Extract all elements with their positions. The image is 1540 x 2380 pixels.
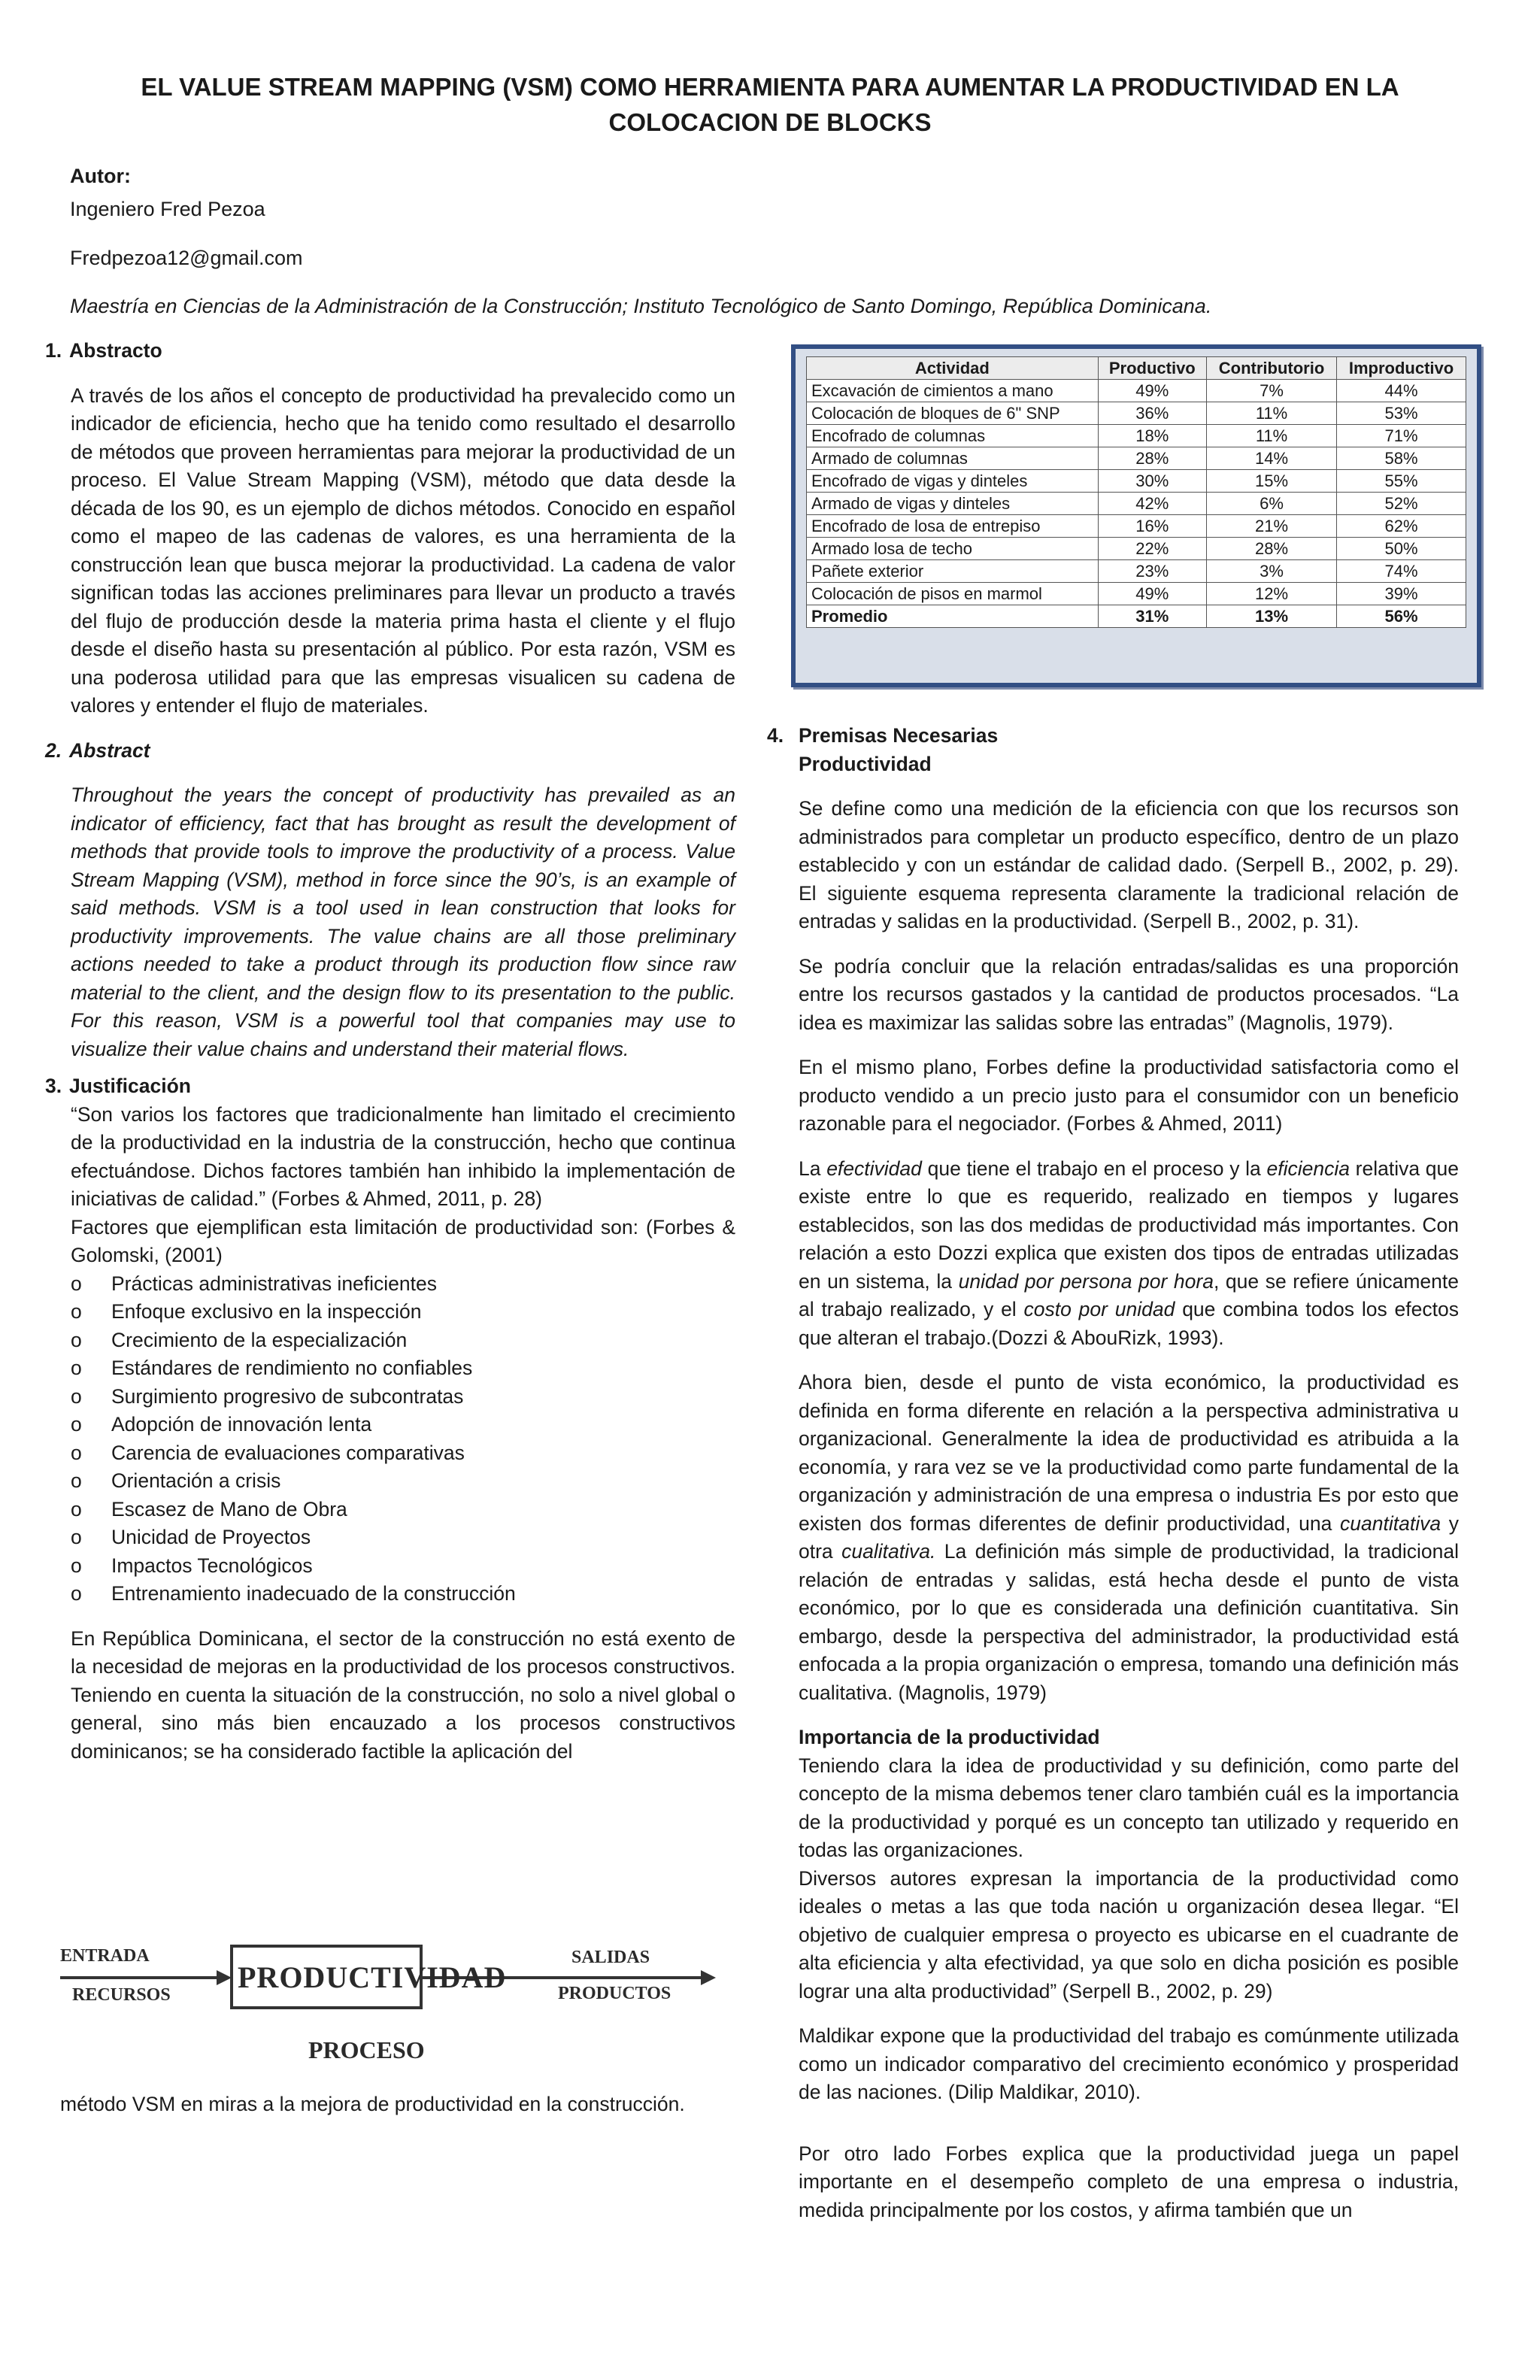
author-name: Ingeniero Fred Pezoa (70, 198, 265, 220)
premisas-paragraph-5: Ahora bien, desde el punto de vista económico, la productividad es definida en forma diferente en relación a la perspectiva administrativa u organizacional. Generalmente la idea de productividad es atribuida a la economía, y rara vez se ve la productividad como parte fundamental de la organización y administración de una empresa o industria Es por esto que existen dos formas diferentes de definir productividad, una cuantitativa y otra cualitativa. La definición más simple de productividad, la tradicional relación de entradas y salidas, está hecha desde el punto de vista económico, por lo que es considerada una definición cuantitativa. Sin embargo, desde la perspectiva del administrador, la productividad está enfocada a la propia organización o empresa, tomando una definición más cualitativa. (Magnolis, 1979) (799, 1371, 1459, 1704)
abstract-text: Throughout the years the concept of productivity has prevailed as an indicator of efficiency, fact that has brought as result the development of methods that provide tools to improve the productivity of a process. Value Stream Mapping (VSM), method in force since the 90’s, is an example of said methods. VSM is a tool used in lean construction that looks for productivity improvements. The value chains are all those preliminary actions needed to take a product through its production flow since raw material to the client, and the design flow to its presentation to the public. For this reason, VSM is a powerful tool that companies may use to visualize their value chains and understand their material flows. (71, 784, 735, 1060)
productividad-label: PRODUCTIVIDAD (238, 1960, 507, 1994)
table-row: Armado de vigas y dinteles 42% 6% 52% (807, 493, 1466, 515)
paper-title: EL VALUE STREAM MAPPING (VSM) COMO HERRAMIENTA PARA AUMENTAR LA PRODUCTIVIDAD EN LA COLOCACION DE BLOCKS (141, 73, 1399, 136)
activity-table (806, 356, 1466, 628)
list-item: o Impactos Tecnológicos (71, 1554, 313, 1577)
salidas-label: SALIDAS (571, 1948, 650, 1967)
list-item: o Prácticas administrativas ineficientes (71, 1272, 438, 1295)
subheading-productividad: Productividad (799, 752, 932, 775)
table-header-row (807, 357, 1466, 380)
importancia-paragraph-1: Teniendo clara la idea de productividad y su definición, como parte del concepto de la misma debemos tener claro también cuál es la importancia de la productividad y porqué es un concepto tan utilizado y requerido en todas las organizaciones. (799, 1754, 1459, 1861)
list-item: o Carencia de evaluaciones comparativas (71, 1441, 465, 1464)
list-item: o Entrenamiento inadecuado de la construcción (71, 1582, 516, 1605)
table-row: Armado de columnas 28% 14% 58% (807, 447, 1466, 470)
table-row: Encofrado de vigas y dinteles 30% 15% 55% (807, 470, 1466, 493)
table-row: Colocación de pisos en marmol 49% 12% 39% (807, 583, 1466, 605)
productivity-diagram (60, 1940, 722, 2083)
subheading-importancia: Importancia de la productividad (799, 1726, 1100, 1748)
table-row: Excavación de cimientos a mano 49% 7% 44% (807, 380, 1466, 402)
activity-table-figure (791, 344, 1481, 687)
entrada-label: ENTRADA (60, 1946, 150, 1966)
list-item: o Estándares de rendimiento no confiables (71, 1357, 473, 1379)
abstracto-text: A través de los años el concepto de productividad ha prevalecido como un indicador de eficiencia, hecho que ha tenido como resultado el desarrollo de métodos que proveen herramientas para mejorar la productividad de un proceso. El Value Stream Mapping (VSM), método que data desde la década de los 90, es un ejemplo de dichos métodos. Conocido en español como el mapeo de las cadenas de valores, es una herramienta de la construcción lean que busca mejorar la productividad. La cadena de valor significan todas las acciones preliminares para llevar un producto a través del flujo de producción desde la materia prima hasta el cliente y el flujo desde el diseño hasta su presentación al público. Por esta razón, VSM es una poderosa utilidad para que las empresas visualicen su cadena de valores y entender el flujo de materiales. (71, 384, 735, 717)
list-item: o Unicidad de Proyectos (71, 1526, 311, 1548)
table-header: Productivo (1098, 357, 1206, 380)
author-affiliation: Maestría en Ciencias de la Administración de la Construcción; Instituto Tecnológico de Santo Domingo, República Dominicana. (70, 295, 1212, 317)
justificacion-paragraph: En República Dominicana, el sector de la construcción no está exento de la necesidad de mejoras en la productividad de los procesos constructivos. Teniendo en cuenta la situación de la construcción, no solo a nivel global o general, sino más bien encauzado a los procesos constructivos dominicanos; se ha considerado factible la aplicación del (71, 1627, 735, 1763)
justificacion-quote: “Son varios los factores que tradicionalmente han limitado el crecimiento de la productividad en la industria de la construcción, hecho que continua efectuándose. Dichos factores también han inhibido la implementación de iniciativas de calidad.” (Forbes & Ahmed, 2011, p. 28) (71, 1102, 735, 1210)
table-header: Improductivo (1337, 357, 1466, 380)
section-heading-justificacion: 3. Justificación (45, 1075, 191, 1097)
justificacion-paragraph-end: método VSM en miras a la mejora de productividad en la construcción. (60, 2093, 685, 2115)
author-email: Fredpezoa12@gmail.com (70, 247, 303, 269)
table-row: Pañete exterior 23% 3% 74% (807, 560, 1466, 583)
table-row: Encofrado de columnas 18% 11% 71% (807, 425, 1466, 447)
importancia-paragraph-2: Diversos autores expresan la importancia de la productividad como ideales o metas a las que toda nación u organización desea llegar. “El objetivo de cualquier empresa o proyecto es ubicarse en el cuadrante de alta eficiencia y alta efectividad, ya que solo en dicha posición es posible lograr una alta productividad” (Serpell B., 2002, p. 29) (799, 1866, 1459, 2003)
productos-label: PRODUCTOS (558, 1984, 671, 2003)
section-heading-abstracto: 1. Abstracto (45, 339, 162, 362)
list-item: o Adopción de innovación lenta (71, 1413, 372, 1436)
table-row-average: Promedio 31% 13% 56% (807, 605, 1466, 628)
table-header: Contributorio (1206, 357, 1336, 380)
table-row: Encofrado de losa de entrepiso 16% 21% 62% (807, 515, 1466, 538)
recursos-label: RECURSOS (72, 1985, 171, 2005)
importancia-paragraph-3: Maldikar expone que la productividad del trabajo es comúnmente utilizada como un indicador comparativo del crecimiento económico y prosperidad de las naciones. (Dilip Maldikar, 2010). (799, 2024, 1459, 2103)
right-column (767, 722, 1459, 2224)
left-column (45, 337, 735, 1766)
list-item: o Crecimiento de la especialización (71, 1328, 408, 1351)
premisas-paragraph-3: En el mismo plano, Forbes define la productividad satisfactoria como el producto vendido a un precio justo para el consumidor con un beneficio razonable para el negociador. (Forbes & Ahmed, 2011) (799, 1056, 1459, 1135)
proceso-label: PROCESO (308, 2036, 425, 2063)
section-heading-premisas: 4. Premisas Necesarias (767, 724, 999, 747)
table-row: Colocación de bloques de 6" SNP 36% 11% 53% (807, 402, 1466, 425)
importancia-paragraph-4: Por otro lado Forbes explica que la productividad juega un papel importante en el desempeño completo de una empresa o industria, medida principalmente por los costos, y afirma también que un (799, 2142, 1459, 2221)
table-header: Actividad (807, 357, 1099, 380)
table-row: Armado losa de techo 22% 28% 50% (807, 538, 1466, 560)
list-item: o Orientación a crisis (71, 1469, 281, 1492)
premisas-paragraph-4: La efectividad que tiene el trabajo en el proceso y la eficiencia relativa que existe entre lo que es requerido, realizado en tiempos y lugares establecidos, son las dos medidas de productividad más importantes. Con relación a esto Dozzi explica que existen dos tipos de entradas utilizadas en un sistema, la unidad por persona por hora, que se refiere únicamente al trabajo realizado, y el costo por unidad que combina todos los efectos que alteran el trabajo.(Dozzi & AbouRizk, 1993). (799, 1157, 1459, 1349)
section-heading-abstract: 2. Abstract (45, 738, 150, 762)
list-item: o Escasez de Mano de Obra (71, 1497, 347, 1520)
premisas-paragraph-1: Se define como una medición de la eficiencia con que los recursos son administrados para completar un producto específico, dentro de un plazo establecido y con un estándar de calidad dado. (Serpell B., 2002, p. 29). El siguiente esquema representa claramente la tradicional relación de entradas y salidas en la productividad. (Serpell B., 2002, p. 31). (799, 797, 1459, 932)
list-item: o Surgimiento progresivo de subcontratas (71, 1384, 464, 1408)
justificacion-intro: Factores que ejemplifican esta limitación de productividad son: (Forbes & Golomski, (2001) (71, 1215, 735, 1266)
author-label: Autor: (70, 165, 131, 187)
list-item: o Enfoque exclusivo en la inspección (71, 1300, 422, 1323)
premisas-paragraph-2: Se podría concluir que la relación entradas/salidas es una proporción entre los recursos gastados y la cantidad de productos procesados. “La idea es maximizar las salidas sobre las entradas” (Magnolis, 1979). (799, 954, 1459, 1034)
factors-list (45, 1270, 735, 1608)
